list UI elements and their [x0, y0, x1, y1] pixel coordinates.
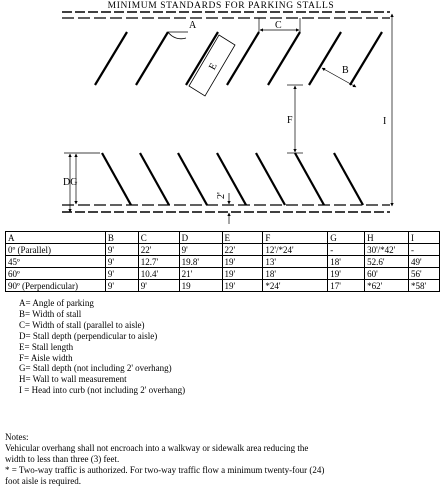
label-c: C [275, 20, 282, 31]
table-cell: 9' [138, 280, 179, 292]
table-cell: - [409, 244, 440, 256]
header-cell: F [263, 232, 328, 244]
notes-heading: Notes: [5, 432, 29, 442]
table-cell: 19' [222, 280, 263, 292]
legend-item: F= Aisle width [19, 352, 73, 363]
table-cell: 19' [222, 268, 263, 280]
table-cell: *62' [365, 280, 409, 292]
table-cell: 19' [222, 256, 263, 268]
label-b: B [342, 65, 349, 76]
label-e: E [207, 61, 220, 72]
table-cell: 9' [105, 244, 138, 256]
table-cell: 12'/*24' [263, 244, 328, 256]
table-cell: - [328, 244, 365, 256]
table-cell: 49' [409, 256, 440, 268]
label-a: A [189, 20, 197, 31]
bottom-stall-lines [102, 153, 363, 205]
table-cell: 9' [105, 268, 138, 280]
header-cell: C [138, 232, 179, 244]
page-title: MINIMUM STANDARDS FOR PARKING STALLS [107, 1, 335, 11]
table-cell: 22' [222, 244, 263, 256]
table-row [6, 280, 440, 292]
top-stall-lines [95, 32, 382, 85]
legend-item: I = Head into curb (not including 2' overhang) [19, 385, 186, 396]
legend-item: E= Stall length [19, 341, 74, 352]
table-cell: *58' [409, 280, 440, 292]
table-cell: 90º (Perpendicular) [6, 280, 106, 292]
legend-item: G= Stall depth (not including 2' overhang) [19, 363, 172, 374]
table-cell: 60' [365, 268, 409, 280]
dim-b-line [322, 68, 356, 87]
header-cell: G [328, 232, 365, 244]
legend-list [19, 298, 439, 396]
table-cell: 18' [263, 268, 328, 280]
table-cell: 21' [179, 268, 222, 280]
notes-line: width to less than three (3) feet. [5, 453, 120, 464]
table-cell: 30'/*42' [365, 244, 409, 256]
parking-stall-diagram [0, 10, 442, 230]
table-cell: 13' [263, 256, 328, 268]
table-cell: 56' [409, 268, 440, 280]
table-cell: 19.8' [179, 256, 222, 268]
notes-line: foot aisle is required. [5, 475, 81, 486]
table-cell: 9' [105, 256, 138, 268]
header-cell: H [365, 232, 409, 244]
legend-item: B= Width of stall [19, 308, 82, 319]
label-dg: DG [63, 177, 78, 188]
table-cell: *24' [263, 280, 328, 292]
notes-line: Vehicular overhang shall not encroach into a walkway or sidewalk area reducing the [5, 442, 309, 453]
angle-arc [168, 32, 186, 39]
legend-item: D= Stall depth (perpendicular to aisle) [19, 330, 158, 341]
table-row [6, 256, 440, 268]
table-cell: 19 [179, 280, 222, 292]
header-cell: I [409, 232, 440, 244]
table-cell: 45º [6, 256, 106, 268]
standards-table [5, 231, 440, 292]
table-row [6, 268, 440, 280]
header-cell: A [6, 232, 106, 244]
table-cell: 52.6' [365, 256, 409, 268]
table-row [6, 244, 440, 256]
label-overhang: 2' [216, 192, 227, 199]
table-cell: 9' [179, 244, 222, 256]
notes-section [5, 432, 439, 487]
label-f: F [287, 115, 293, 126]
label-i: I [383, 116, 387, 127]
table-cell: 22' [138, 244, 179, 256]
legend-item: H= Wall to wall measurement [19, 374, 127, 385]
table-cell: 0º (Parallel) [6, 244, 106, 256]
table-cell: 60º [6, 268, 106, 280]
table-cell: 10.4' [138, 268, 179, 280]
legend-item: C= Width of stall (parallel to aisle) [19, 319, 145, 330]
table-cell: 12.7' [138, 256, 179, 268]
header-cell: D [179, 232, 222, 244]
table-header-row [6, 232, 440, 244]
table-cell: 9' [105, 280, 138, 292]
table-cell: 17' [328, 280, 365, 292]
legend-item: A= Angle of parking [19, 298, 94, 308]
header-cell: E [222, 232, 263, 244]
table-cell: 18' [328, 256, 365, 268]
notes-line: * = Two-way traffic is authorized. For two-way traffic flow a minimum twenty-four (24) [5, 464, 325, 475]
table-cell: 19' [328, 268, 365, 280]
header-cell: B [105, 232, 138, 244]
